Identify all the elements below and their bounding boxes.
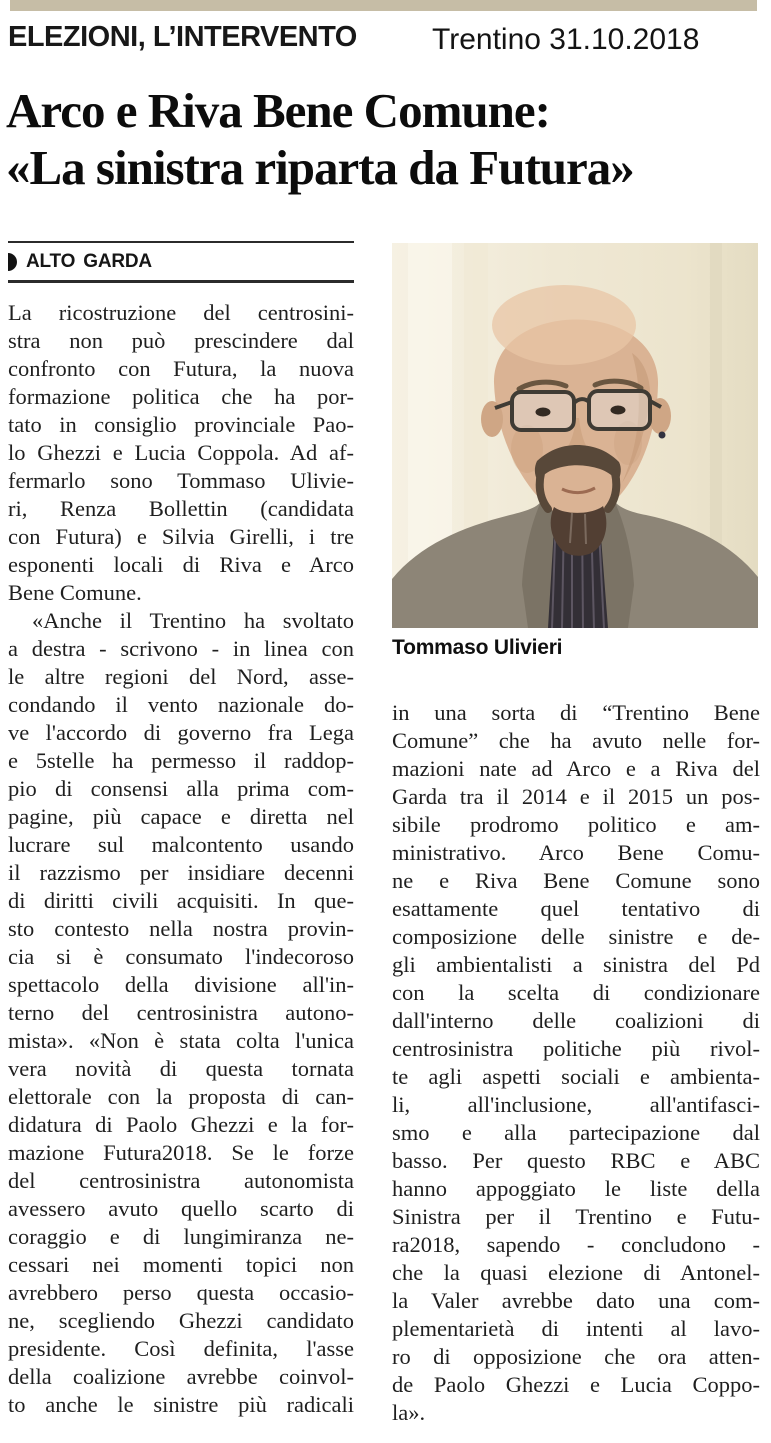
top-band bbox=[10, 0, 757, 11]
body-line: con Futura) e Silvia Girelli, i tre bbox=[8, 524, 354, 549]
body-line: ne, scegliendo Ghezzi candidato bbox=[8, 1308, 354, 1333]
body-line: esponenti locali di Riva e Arco bbox=[8, 552, 354, 577]
body-line: «Anche il Trentino ha svoltato bbox=[32, 608, 354, 633]
body-line: tato in consiglio provinciale Pao- bbox=[8, 412, 354, 437]
kicker: ELEZIONI, L’INTERVENTO bbox=[8, 21, 357, 53]
body-line: spettacolo della divisione all'in- bbox=[8, 972, 354, 997]
body-line: lucrare sul malcontento usando bbox=[8, 832, 354, 857]
photo-caption: Tommaso Ulivieri bbox=[392, 636, 563, 659]
body-line: del centrosinistra autonomista bbox=[8, 1168, 354, 1193]
portrait-illustration bbox=[392, 243, 758, 628]
body-line: avrebbero perso questa occasio- bbox=[8, 1280, 354, 1305]
section-label: ALTO GARDA bbox=[26, 251, 152, 272]
body-line: lo Ghezzi e Lucia Coppola. Ad af- bbox=[8, 440, 354, 465]
body-line: coraggio e di lungimiranza ne- bbox=[8, 1224, 354, 1249]
body-line: sto contesto nella nostra provin- bbox=[8, 916, 354, 941]
body-line: avessero avuto quello scarto di bbox=[8, 1196, 354, 1221]
body-line: cia si è consumato l'indecoroso bbox=[8, 944, 354, 969]
headline bbox=[6, 82, 768, 196]
body-line: che la quasi elezione di Antonel- bbox=[392, 1260, 760, 1285]
body-line: la Valer avrebbe dato una com- bbox=[392, 1288, 760, 1313]
body-line: con la scelta di condizionare bbox=[392, 980, 760, 1005]
body-line: presidente. Così definita, l'asse bbox=[8, 1336, 354, 1361]
body-line: pagine, più capace e diretta nel bbox=[8, 804, 354, 829]
body-line: dall'interno delle coalizioni di bbox=[392, 1008, 760, 1033]
body-line: smo e alla partecipazione dal bbox=[392, 1120, 760, 1145]
body-line: di diritti civili acquisiti. In que- bbox=[8, 888, 354, 913]
body-line: mista». «Non è stata colta l'unica bbox=[8, 1028, 354, 1053]
body-line: gli ambientalisti a sinistra del Pd bbox=[392, 952, 760, 977]
body-line: confronto con Futura, la nuova bbox=[8, 356, 354, 381]
section-bullet-icon bbox=[8, 253, 17, 271]
body-line: a destra - scrivono - in linea con bbox=[8, 636, 354, 661]
body-line: vera novità di questa tornata bbox=[8, 1056, 354, 1081]
section-header bbox=[8, 241, 354, 283]
body-line: ra2018, sapendo - concludono - bbox=[392, 1232, 760, 1257]
body-line: composizione delle sinistre e de- bbox=[392, 924, 760, 949]
body-line: de Paolo Ghezzi e Lucia Coppo- bbox=[392, 1372, 760, 1397]
body-line: centrosinistra politiche più rivol- bbox=[392, 1036, 760, 1061]
body-line: Comune” che ha avuto nelle for- bbox=[392, 728, 760, 753]
article-right-column bbox=[392, 699, 760, 1427]
body-line: li, all'inclusione, all'antifasci- bbox=[392, 1092, 760, 1117]
body-line: esattamente quel tentativo di bbox=[392, 896, 760, 921]
body-line: condando il vento nazionale do- bbox=[8, 692, 354, 717]
body-line: te agli aspetti sociali e ambienta- bbox=[392, 1064, 760, 1089]
body-line: il razzismo per insidiare decenni bbox=[8, 860, 354, 885]
body-line: ne e Riva Bene Comune sono bbox=[392, 868, 760, 893]
article-left-column bbox=[8, 299, 354, 1419]
portrait-photo bbox=[392, 243, 758, 628]
body-line: ministrativo. Arco Bene Comu- bbox=[392, 840, 760, 865]
body-line: in una sorta di “Trentino Bene bbox=[392, 700, 760, 725]
headline-line2: «La sinistra riparta da Futura» bbox=[6, 140, 634, 195]
body-line: ro di opposizione che ora atten- bbox=[392, 1344, 760, 1369]
body-line: mazioni nate ad Arco e a Riva del bbox=[392, 756, 760, 781]
body-line: ri, Renza Bollettin (candidata bbox=[8, 496, 354, 521]
body-line: e 5stelle ha permesso il raddop- bbox=[8, 748, 354, 773]
body-line: fermarlo sono Tommaso Ulivie- bbox=[8, 468, 354, 493]
body-line: Bene Comune. bbox=[8, 580, 142, 605]
body-line: la». bbox=[392, 1400, 426, 1425]
body-line: basso. Per questo RBC e ABC bbox=[392, 1148, 760, 1173]
body-line: didatura di Paolo Ghezzi e la for- bbox=[8, 1112, 354, 1137]
body-line: ve l'accordo di governo fra Lega bbox=[8, 720, 354, 745]
body-line: pio di consensi alla prima com- bbox=[8, 776, 354, 801]
body-line: Sinistra per il Trentino e Futu- bbox=[392, 1204, 760, 1229]
body-line: cessari nei momenti topici non bbox=[8, 1252, 354, 1277]
body-line: hanno appoggiato le liste della bbox=[392, 1176, 760, 1201]
body-line: della coalizione avrebbe coinvol- bbox=[8, 1364, 354, 1389]
body-line: elettorale con la proposta di can- bbox=[8, 1084, 354, 1109]
body-line: mazione Futura2018. Se le forze bbox=[8, 1140, 354, 1165]
body-line: sibile prodromo politico e am- bbox=[392, 812, 760, 837]
body-line: terno del centrosinistra autono- bbox=[8, 1000, 354, 1025]
body-line: plementarietà di intenti al lavo- bbox=[392, 1316, 760, 1341]
body-line: formazione politica che ha por- bbox=[8, 384, 354, 409]
body-line: le altre regioni del Nord, asse- bbox=[8, 664, 354, 689]
body-line: Garda tra il 2014 e il 2015 un pos- bbox=[392, 784, 760, 809]
body-line: stra non può prescindere dal bbox=[8, 328, 354, 353]
source-date: Trentino 31.10.2018 bbox=[432, 23, 700, 56]
body-line: La ricostruzione del centrosini- bbox=[8, 300, 354, 325]
headline-line1: Arco e Riva Bene Comune: bbox=[6, 83, 550, 138]
body-line: to anche le sinistre più radicali bbox=[8, 1392, 354, 1417]
